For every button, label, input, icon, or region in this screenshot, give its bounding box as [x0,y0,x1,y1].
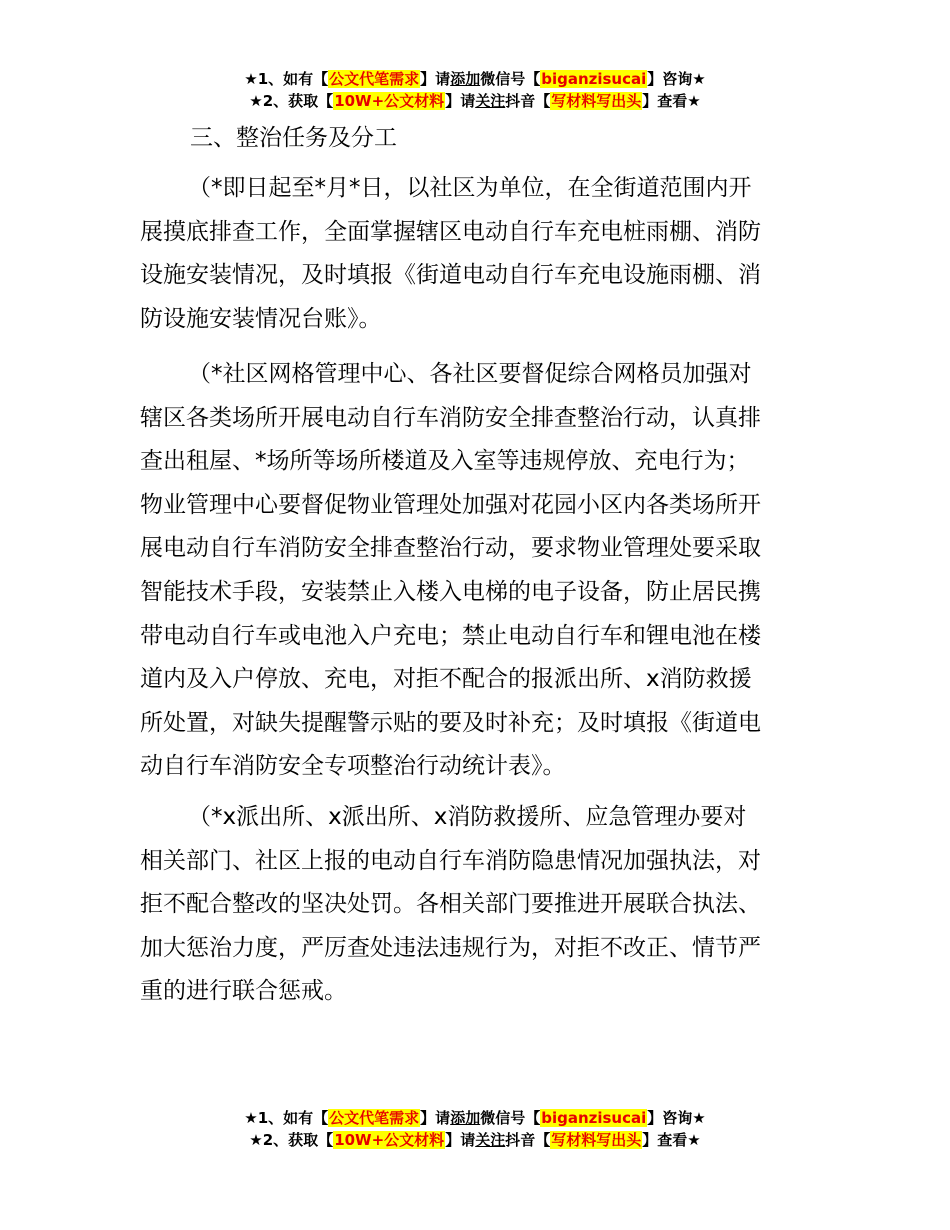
footer-banner [0,1107,950,1151]
paragraph-line: 展摸底排查工作，全面掌握辖区电动自行车充电桩雨棚、消防 [140,218,761,245]
paragraph-line: 重的进行联合惩戒。 [140,978,347,1005]
paragraph-line: 所处置，对缺失提醒警示贴的要及时补充；及时填报《街道电 [140,709,761,736]
paragraph-line: （*社区网格管理中心、各社区要督促综合网格员加强对 [188,361,752,387]
paragraph-line: 防设施安装情况台账》。 [140,305,382,332]
paragraph-line: 设施安装情况，及时填报《街道电动自行车充电设施雨棚、消 [140,262,761,289]
highlight-service: 公文代笔需求 [329,1109,420,1127]
paragraph-line: 物业管理中心要督促物业管理处加强对花园小区内各类场所开 [140,491,761,518]
banner-line-2: ★2、获取【10W+公文材料】请关注抖音【写材料写出头】查看★ [249,1131,701,1149]
banner-line-1: ★1、如有【公文代笔需求】请添加微信号【biganzisucai】咨询★ [244,1109,706,1127]
paragraph-line: 相关部门、社区上报的电动自行车消防隐患情况加强执法，对 [140,847,761,874]
paragraph-1 [140,167,812,341]
section-heading: 三、整治任务及分工 [190,125,397,151]
banner-line-1: ★1、如有【公文代笔需求】请添加微信号【biganzisucai】咨询★ [244,70,706,88]
paragraph-line: 展电动自行车消防安全排查整治行动，要求物业管理处要采取 [140,535,761,562]
highlight-service: 公文代笔需求 [329,70,420,88]
highlight-douyin: 写材料写出头 [551,1131,642,1149]
paragraph-line: （*即日起至*月*日，以社区为单位，在全街道范围内开 [188,175,752,201]
paragraph-line: 智能技术手段，安装禁止入楼入电梯的电子设备，防止居民携 [140,578,761,605]
highlight-douyin: 写材料写出头 [551,92,642,110]
highlight-wechat-id: biganzisucai [541,1109,647,1127]
paragraph-2 [140,353,812,789]
paragraph-line: 辖区各类场所开展电动自行车消防安全排查整治行动，认真排 [140,404,761,431]
banner-line-2: ★2、获取【10W+公文材料】请关注抖音【写材料写出头】查看★ [249,92,701,110]
highlight-materials: 10W+公文材料 [334,1131,445,1149]
highlight-materials: 10W+公文材料 [334,92,445,110]
paragraph-line: 道内及入户停放、充电，对拒不配合的报派出所、x消防救援 [140,666,752,693]
paragraph-3 [140,796,812,1014]
header-banner [0,68,950,112]
paragraph-line: （*x派出所、x派出所、x消防救援所、应急管理办要对 [188,804,747,830]
paragraph-line: 动自行车消防安全专项整治行动统计表》。 [140,753,566,780]
paragraph-line: 查出租屋、*场所等场所楼道及入室等违规停放、充电行为； [140,448,750,475]
highlight-wechat-id: biganzisucai [541,70,647,88]
paragraph-line: 拒不配合整改的坚决处罚。各相关部门要推进开展联合执法、 [140,891,761,918]
paragraph-line: 带电动自行车或电池入户充电；禁止电动自行车和锂电池在楼 [140,622,761,649]
paragraph-line: 加大惩治力度，严厉查处违法违规行为，对拒不改正、情节严 [140,934,761,961]
